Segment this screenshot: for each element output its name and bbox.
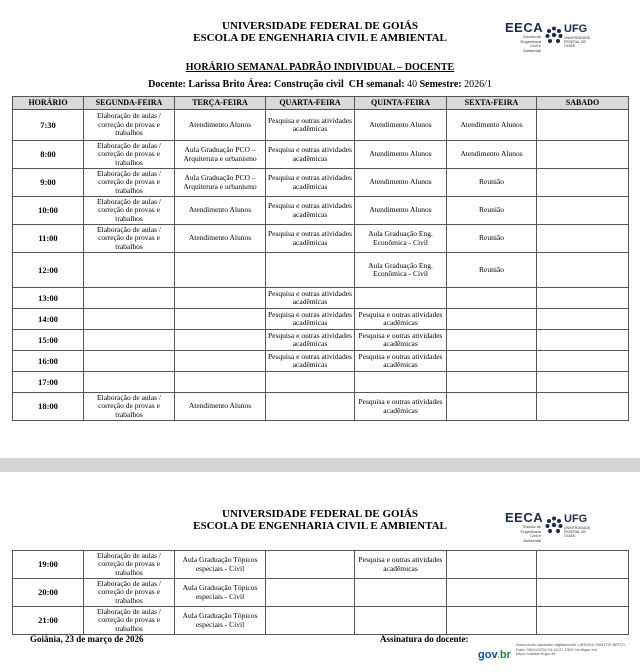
schedule-cell [175,351,266,372]
schedule-cell: Reunião [447,169,537,197]
semestre-label: Semestre: [419,79,462,90]
schedule-cell [266,607,355,635]
schedule-cell [447,607,537,635]
hour-cell: 16:00 [13,351,84,372]
ufg-logo: UFG [564,513,588,525]
table-header-row [13,97,629,110]
hour-cell: 13:00 [13,288,84,309]
hour-cell: 14:00 [13,309,84,330]
schedule-cell [355,288,447,309]
schedule-cell: Pesquisa e outras atividades acadêmicas [266,197,355,225]
university-name: UNIVERSIDADE FEDERAL DE GOIÁS [222,508,418,520]
schedule-cell [537,225,629,253]
schedule-cell [266,393,355,421]
column-header: SABADO [537,97,629,110]
ufg-logo: UFG [564,23,588,35]
schedule-cell: Pesquisa e outras atividades acadêmicas [355,551,447,579]
area-value: Construção civil [274,79,344,90]
schedule-cell: Elaboração de aulas / correção de provas e trabalhos [84,393,175,421]
schedule-cell: Elaboração de aulas / correção de provas e trabalhos [84,551,175,579]
ufg-logo-subtitle: UNIVERSIDADE FEDERAL DE GOIÁS [564,526,591,538]
schedule-cell [537,288,629,309]
schedule-cell: Elaboração de aulas / correção de provas e trabalhos [84,607,175,635]
eeca-logo-subtitle: Escola de Engenharia Civil e Ambiental [520,34,541,53]
hour-cell: 9:00 [13,169,84,197]
schedule-cell [537,110,629,141]
ufg-emblem-icon [545,516,563,534]
table-row [13,579,629,607]
schedule-cell [175,372,266,393]
hour-cell: 17:00 [13,372,84,393]
ufg-logo-subtitle: UNIVERSIDADE FEDERAL DE GOIÁS [564,36,591,48]
table-row [13,309,629,330]
schedule-cell [537,372,629,393]
schedule-cell [175,309,266,330]
schedule-cell [537,393,629,421]
docente-label: Docente: [148,79,186,90]
schedule-cell: Atendimento Alunos [355,110,447,141]
table-row [13,372,629,393]
hour-cell: 7:30 [13,110,84,141]
schedule-cell [266,372,355,393]
ch-value: 40 [407,79,418,90]
table-row [13,351,629,372]
schedule-cell: Atendimento Alunos [175,110,266,141]
schedule-cell: Atendimento Alunos [355,169,447,197]
eeca-logo: EECA [505,510,544,525]
hour-cell: 12:00 [13,253,84,288]
eeca-logo: EECA [505,20,544,35]
institution-logos [505,510,591,543]
university-name: UNIVERSIDADE FEDERAL DE GOIÁS [222,20,418,32]
schedule-cell: Atendimento Alunos [447,141,537,169]
schedule-cell [537,330,629,351]
hour-cell: 18:00 [13,393,84,421]
hour-cell: 21:00 [13,607,84,635]
schedule-cell: Pesquisa e outras atividades acadêmicas [266,288,355,309]
table-row [13,110,629,141]
schedule-cell [537,551,629,579]
schedule-cell [537,197,629,225]
ufg-emblem-icon [545,26,563,44]
schedule-cell [355,607,447,635]
schedule-cell [447,393,537,421]
schedule-cell [447,579,537,607]
schedule-table-continued [12,550,629,635]
table-row [13,169,629,197]
schedule-cell: Aula Graduação Tópicos especiais - Civil [175,579,266,607]
schedule-cell [537,579,629,607]
schedule-cell [447,351,537,372]
hour-cell: 20:00 [13,579,84,607]
table-row [13,330,629,351]
school-name: ESCOLA DE ENGENHARIA CIVIL E AMBIENTAL [193,520,447,532]
table-row [13,607,629,635]
table-row [13,393,629,421]
schedule-cell: Pesquisa e outras atividades acadêmicas [266,110,355,141]
institution-logos [505,20,591,53]
column-header: SEGUNDA-FEIRA [84,97,175,110]
hour-cell: 8:00 [13,141,84,169]
schedule-cell [537,141,629,169]
page-title: HORÁRIO SEMANAL PADRÃO INDIVIDUAL – DOCENTE [185,62,455,73]
schedule-cell [84,288,175,309]
govbr-logo: gov.br [478,649,511,661]
column-header: QUARTA-FEIRA [266,97,355,110]
schedule-cell: Pesquisa e outras atividades acadêmicas [355,351,447,372]
schedule-cell [537,607,629,635]
schedule-cell: Reunião [447,197,537,225]
schedule-cell: Pesquisa e outras atividades acadêmicas [355,330,447,351]
schedule-cell [84,330,175,351]
schedule-cell [84,309,175,330]
schedule-cell [84,351,175,372]
schedule-cell [447,372,537,393]
schedule-cell: Pesquisa e outras atividades acadêmicas [266,309,355,330]
table-row [13,288,629,309]
table-row [13,253,629,288]
schedule-cell: Elaboração de aulas / correção de provas e trabalhos [84,110,175,141]
schedule-cell: Elaboração de aulas / correção de provas e trabalhos [84,579,175,607]
schedule-cell: Pesquisa e outras atividades acadêmicas [355,309,447,330]
schedule-cell: Aula Graduação Tópicos especiais - Civil [175,607,266,635]
docente-line [0,79,640,90]
schedule-cell: Aula Graduação PCO – Arquitetura e urbanismo [175,169,266,197]
schedule-cell: Aula Graduação Eng. Econômica - Civil [355,225,447,253]
table-row [13,225,629,253]
schedule-cell: Pesquisa e outras atividades acadêmicas [266,169,355,197]
schedule-cell [447,309,537,330]
schedule-cell: Atendimento Alunos [175,225,266,253]
schedule-table [12,96,629,421]
schedule-cell [355,372,447,393]
schedule-cell: Elaboração de aulas / correção de provas e trabalhos [84,141,175,169]
schedule-cell [537,169,629,197]
column-header: QUINTA-FEIRA [355,97,447,110]
schedule-cell [84,253,175,288]
govbr-signature-text: Documento assinado digitalmente LARISSA SANTOS BRITO Data: 08/04/2026 16:16:37-0300 Verifique em https://validar.iti.gov.br [516,642,625,657]
schedule-cell: Aula Graduação Eng. Econômica - Civil [355,253,447,288]
page-separator [0,458,640,472]
schedule-cell [84,372,175,393]
document-page-2 [0,472,640,672]
schedule-cell: Elaboração de aulas / correção de provas e trabalhos [84,197,175,225]
schedule-cell [175,253,266,288]
schedule-cell [266,253,355,288]
school-name: ESCOLA DE ENGENHARIA CIVIL E AMBIENTAL [193,32,447,44]
schedule-cell [537,351,629,372]
schedule-cell [355,579,447,607]
schedule-cell: Atendimento Alunos [175,393,266,421]
table-row [13,551,629,579]
eeca-logo-subtitle: Escola de Engenharia Civil e Ambiental [520,524,541,543]
schedule-cell [447,288,537,309]
hour-cell: 11:00 [13,225,84,253]
signature-label: Assinatura do docente: [380,634,469,644]
schedule-cell: Pesquisa e outras atividades acadêmicas [355,393,447,421]
schedule-cell: Pesquisa e outras atividades acadêmicas [266,141,355,169]
table-row [13,141,629,169]
table-row [13,197,629,225]
schedule-cell: Reunião [447,253,537,288]
docente-name: Larissa Brito [188,79,245,90]
hour-cell: 15:00 [13,330,84,351]
schedule-cell: Aula Graduação PCO – Arquitetura e urbanismo [175,141,266,169]
schedule-cell [537,253,629,288]
column-header: HORÁRIO [13,97,84,110]
column-header: TERÇA-FEIRA [175,97,266,110]
hour-cell: 19:00 [13,551,84,579]
schedule-cell: Pesquisa e outras atividades acadêmicas [266,225,355,253]
schedule-cell [175,288,266,309]
schedule-cell [537,309,629,330]
ch-label: CH semanal: [348,79,405,90]
schedule-cell [447,551,537,579]
schedule-cell: Reunião [447,225,537,253]
schedule-cell: Elaboração de aulas / correção de provas e trabalhos [84,225,175,253]
schedule-cell [447,330,537,351]
schedule-cell: Atendimento Alunos [355,141,447,169]
schedule-cell [266,579,355,607]
semestre-value: 2026/1 [464,79,492,90]
schedule-cell: Atendimento Alunos [355,197,447,225]
schedule-cell: Pesquisa e outras atividades acadêmicas [266,330,355,351]
place-date: Goiânia, 23 de março de 2026 [30,634,144,644]
schedule-cell [175,330,266,351]
schedule-cell: Aula Graduação Tópicos especiais - Civil [175,551,266,579]
schedule-cell: Elaboração de aulas / correção de provas e trabalhos [84,169,175,197]
schedule-cell [266,551,355,579]
schedule-cell: Atendimento Alunos [447,110,537,141]
area-label: Área: [247,79,272,90]
hour-cell: 10:00 [13,197,84,225]
schedule-cell: Atendimento Alunos [175,197,266,225]
schedule-cell: Pesquisa e outras atividades acadêmicas [266,351,355,372]
column-header: SEXTA-FEIRA [447,97,537,110]
